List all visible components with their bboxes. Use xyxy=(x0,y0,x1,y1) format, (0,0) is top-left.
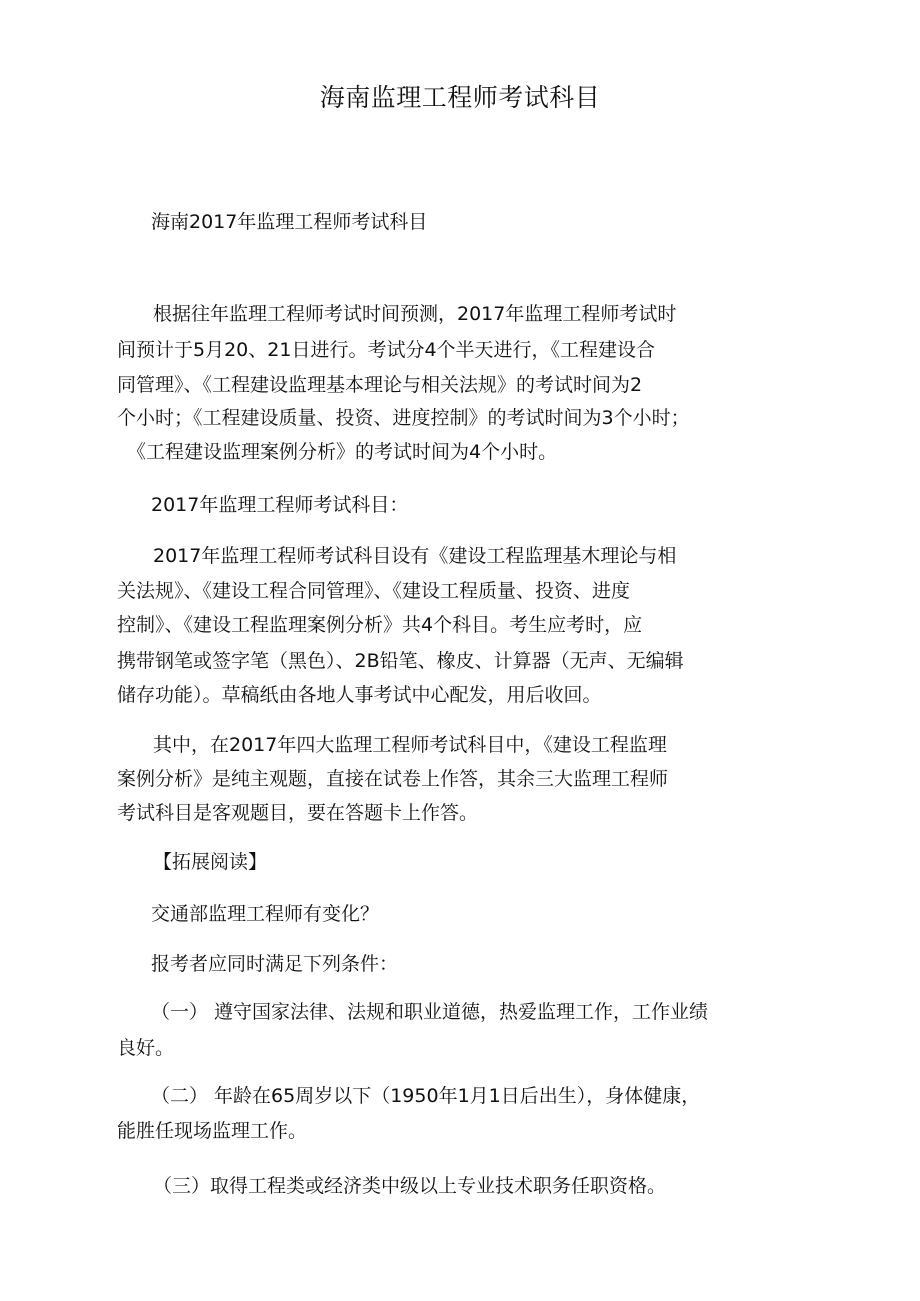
para2-line-3: 控制》、《建设工程监理案例分析》共4个科目。考生应考时，应 xyxy=(117,614,643,636)
question-line: 交通部监理工程师有变化？ xyxy=(151,903,380,925)
page-title: 海南监理工程师考试科目 xyxy=(319,83,601,112)
condition-3: （三）取得工程类或经济类中级以上专业技术职务任职资格。 xyxy=(153,1175,667,1197)
condition-2-line-2: 能胜任现场监理工作。 xyxy=(117,1120,308,1142)
para1-line-2: 间预计于5月20、21日进行。考试分4个半天进行，《工程建设合 xyxy=(117,339,656,361)
para1-line-3: 同管理》、《工程建设监理基本理论与相关法规》的考试时间为2 xyxy=(117,374,643,396)
para1-line-5: 《工程建设监理案例分析》的考试时间为4个小时。 xyxy=(127,441,558,463)
condition-2-line-1: （二） 年龄在65周岁以下（1950年1月1日后出生），身体健康， xyxy=(151,1085,701,1107)
heading-subjects: 2017年监理工程师考试科目： xyxy=(151,494,409,516)
extended-reading-heading: 【拓展阅读】 xyxy=(153,851,268,873)
condition-1-line-2: 良好。 xyxy=(117,1037,175,1059)
para2-line-2: 关法规》、《建设工程合同管理》、《建设工程质量、投资、进度 xyxy=(117,580,631,602)
para3-line-3: 考试科目是客观题目，要在答题卡上作答。 xyxy=(117,802,479,824)
para1-line-1: 根据往年监理工程师考试时间预测，2017年监理工程师考试时 xyxy=(153,303,677,325)
para2-line-4: 携带钢笔或签字笔（黑色）、2B铅笔、橡皮、计算器（无声、无编辑 xyxy=(117,650,684,672)
para3-line-1: 其中，在2017年四大监理工程师考试科目中，《建设工程监理 xyxy=(153,734,667,756)
para2-line-5: 储存功能）。草稿纸由各地人事考试中心配发，用后收回。 xyxy=(117,684,602,706)
condition-1-line-1: （一） 遵守国家法律、法规和职业道德，热爱监理工作，工作业绩 xyxy=(151,1001,709,1023)
para3-line-2: 案例分析》是纯主观题，直接在试卷上作答，其余三大监理工程师 xyxy=(117,768,669,790)
conditions-intro: 报考者应同时满足下列条件： xyxy=(151,953,399,975)
para1-line-4: 个小时；《工程建设质量、投资、进度控制》的考试时间为3个小时； xyxy=(117,407,690,429)
subtitle: 海南2017年监理工程师考试科目 xyxy=(151,211,428,233)
para2-line-1: 2017年监理工程师考试科目设有《建设工程监理基木理论与相 xyxy=(153,545,677,567)
